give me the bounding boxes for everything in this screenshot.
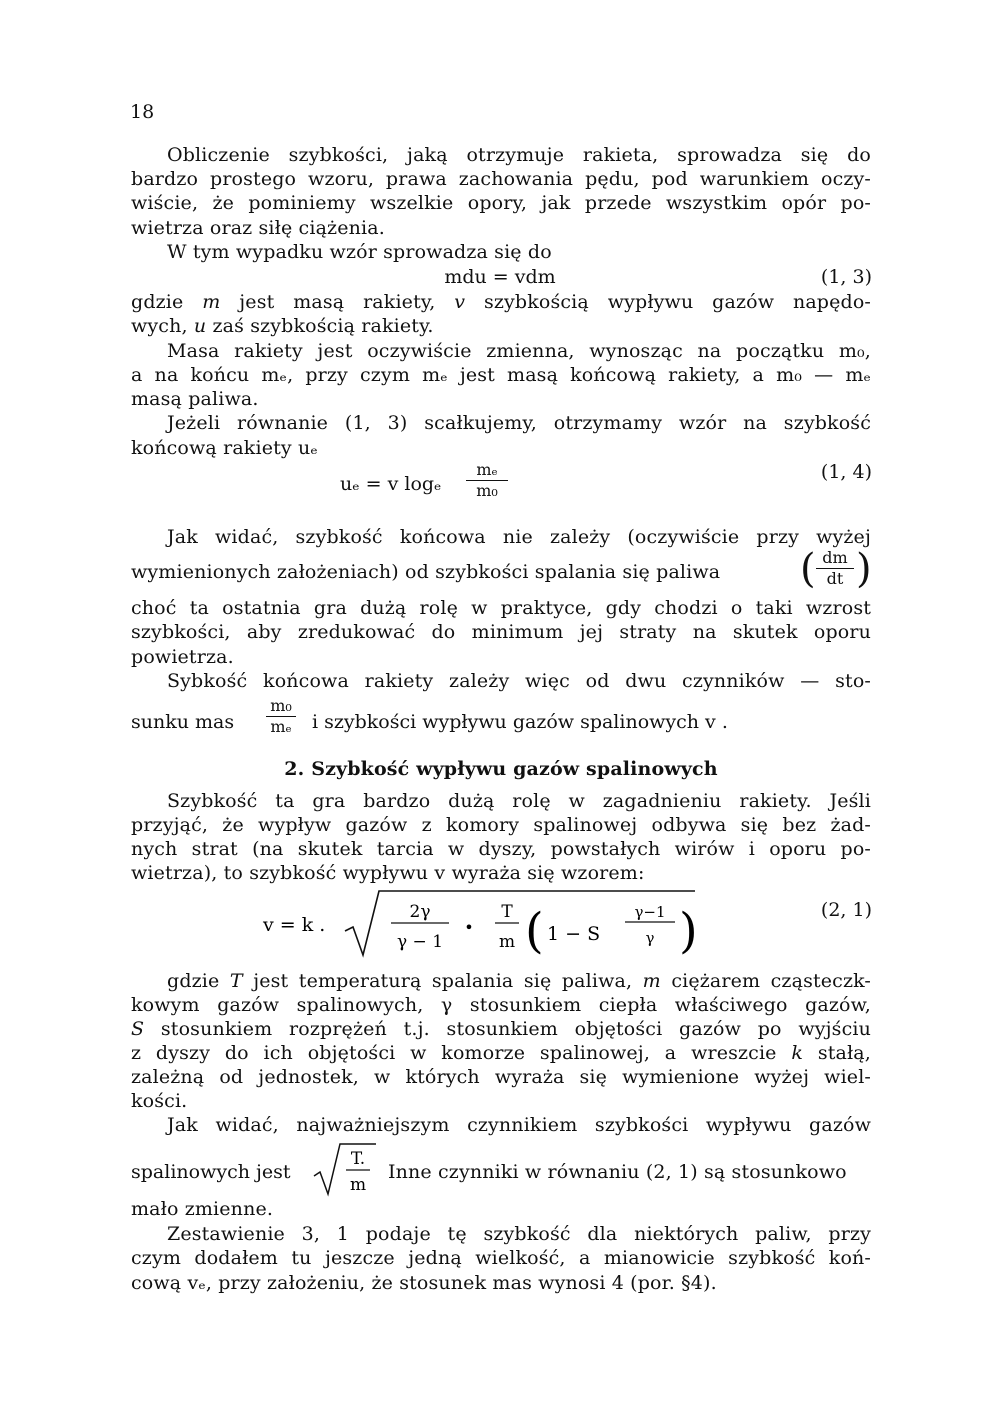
text-line: wietrza oraz siłę ciążenia. bbox=[131, 217, 385, 239]
fraction bbox=[816, 548, 854, 589]
text: gdzie bbox=[131, 291, 184, 313]
paren-expression: 1 − S bbox=[547, 923, 601, 945]
text-line: Inne czynniki w równaniu (2, 1) są stosunkowo bbox=[388, 1161, 847, 1183]
exponent-numerator: γ−1 bbox=[634, 903, 666, 921]
text-line: Szybkość ta gra bardzo dużą rolę w zagadnieniu rakiety. Jeśli bbox=[167, 790, 871, 812]
text-line bbox=[131, 1017, 871, 1042]
text-line: Obliczenie szybkości, jaką otrzymuje rakieta, sprowadza się do bbox=[167, 144, 871, 166]
text: stałą, bbox=[817, 1042, 871, 1064]
paragraph-2: W tym wypadku wzór sprowadza się do bbox=[167, 241, 552, 263]
equation-lhs: uₑ = v logₑ bbox=[340, 473, 442, 495]
text-line: końcową rakiety uₑ bbox=[131, 437, 318, 459]
fraction bbox=[466, 460, 508, 501]
numerator: m₀ bbox=[270, 696, 292, 715]
text-line bbox=[131, 290, 871, 315]
mass-ratio-fraction bbox=[266, 696, 296, 737]
text: jest masą rakiety, bbox=[239, 291, 436, 313]
text-line: kości. bbox=[131, 1090, 188, 1112]
text-line: Jak widać, szybkość końcowa nie zależy (oczywiście przy wyżej bbox=[167, 526, 871, 548]
equation-number: (1, 3) bbox=[820, 266, 872, 288]
text-line: mało zmienne. bbox=[131, 1198, 274, 1220]
text-line bbox=[167, 969, 871, 994]
text-line: Jeżeli równanie (1, 3) scałkujemy, otrzymamy wzór na szybkość bbox=[167, 412, 871, 434]
text-line: spalinowych jest bbox=[131, 1161, 291, 1183]
numerator: T. bbox=[350, 1149, 366, 1169]
text-line: masą paliwa. bbox=[131, 388, 259, 410]
denominator: mₑ bbox=[270, 717, 292, 736]
numerator: mₑ bbox=[476, 460, 498, 479]
text-line: czym dodałem tu jeszcze jedną wielkość, a mianowicie szybkość koń- bbox=[131, 1247, 871, 1269]
text-line: wiście, że pominiemy wszelkie opory, jak przede wszystkim opór po- bbox=[131, 192, 871, 214]
symbol-v: v bbox=[454, 291, 466, 313]
text: szybkością wypływu gazów napędo- bbox=[483, 291, 871, 313]
equation-formula: mdu = vdm bbox=[444, 266, 556, 288]
text-line: powietrza. bbox=[131, 646, 234, 668]
equation-number: (2, 1) bbox=[820, 899, 872, 921]
text-line: przyjąć, że wypływ gazów z komory spalinowej odbywa się bez żad- bbox=[131, 814, 871, 836]
symbol-u: u bbox=[193, 315, 207, 337]
section-heading: 2. Szybkość wypływu gazów spalinowych bbox=[284, 758, 718, 780]
text-line: sunku mas bbox=[131, 711, 235, 733]
dm-dt-fraction bbox=[800, 548, 872, 598]
text: ciężarem cząsteczk- bbox=[671, 970, 871, 992]
text-line: Jak widać, najważniejszym czynnikiem szybkości wypływu gazów bbox=[167, 1114, 871, 1136]
exponent-denominator: γ bbox=[645, 929, 655, 947]
text-line: bardzo prostego wzoru, prawa zachowania pędu, pod warunkiem oczy- bbox=[131, 168, 871, 190]
text-line: nych strat (na skutek tarcia w dyszy, powstałych wirów i oporu po- bbox=[131, 838, 871, 860]
text-line: i szybkości wypływu gazów spalinowych v . bbox=[312, 711, 728, 733]
text-line: wymienionych założeniach) od szybkości spalania się paliwa bbox=[131, 561, 721, 583]
numerator: 2γ bbox=[409, 902, 431, 922]
text-line: Zestawienie 3, 1 podaje tę szybkość dla niektórych paliw, przy bbox=[167, 1223, 871, 1245]
denominator: m₀ bbox=[476, 481, 498, 500]
text-line: szybkości, aby zredukować do minimum jej straty na skutek oporu bbox=[131, 621, 871, 643]
denominator: dt bbox=[826, 569, 844, 588]
sqrt-T-over-m bbox=[310, 1140, 380, 1200]
text: stosunkiem rozprężeń t.j. stosunkiem objętości gazów po wyjściu bbox=[160, 1018, 871, 1040]
text-line: choć ta ostatnia gra dużą rolę w praktyce, gdy chodzi o taki wzrost bbox=[131, 597, 871, 619]
multiply-dot: • bbox=[464, 918, 474, 937]
text-line bbox=[131, 314, 871, 339]
right-paren: ) bbox=[679, 903, 698, 959]
text-line: cową vₑ, przy założeniu, że stosunek mas wynosi 4 (por. §4). bbox=[131, 1272, 717, 1294]
denominator: m bbox=[349, 1175, 367, 1195]
text-line: Sybkość końcowa rakiety zależy więc od dwu czynników — sto- bbox=[167, 670, 871, 692]
equation-graphic bbox=[255, 885, 715, 965]
symbol-T: T bbox=[229, 970, 243, 992]
symbol-m: m bbox=[642, 970, 661, 992]
text: z dyszy do ich objętości w komorze spalinowej, a wreszcie bbox=[131, 1042, 777, 1064]
denominator: γ − 1 bbox=[396, 932, 444, 952]
numerator: dm bbox=[822, 548, 848, 567]
equation-number: (1, 4) bbox=[820, 461, 872, 483]
text: zaś szybkością rakiety. bbox=[212, 315, 434, 337]
left-paren: ( bbox=[800, 546, 816, 592]
numerator: T bbox=[501, 902, 513, 922]
text-line: kowym gazów spalinowych, γ stosunkiem ciepła właściwego gazów, bbox=[131, 994, 871, 1016]
symbol-k: k bbox=[791, 1042, 804, 1064]
equation-lhs: v = k . bbox=[263, 914, 326, 936]
text: jest temperaturą spalania się paliwa, bbox=[253, 970, 633, 992]
text-line: a na końcu mₑ, przy czym mₑ jest masą końcową rakiety, a m₀ — mₑ bbox=[131, 364, 871, 386]
left-paren: ( bbox=[525, 903, 544, 959]
page-number: 18 bbox=[130, 101, 155, 123]
text-line bbox=[131, 1041, 871, 1066]
text: wych, bbox=[131, 315, 188, 337]
text-line: Masa rakiety jest oczywiście zmienna, wynosząc na początku m₀, bbox=[167, 340, 871, 362]
right-paren: ) bbox=[856, 546, 872, 592]
text-line: zależną od jednostek, w których wyraża się wymienione wyżej wiel- bbox=[131, 1066, 871, 1088]
text-line: wietrza), to szybkość wypływu v wyraża się wzorem: bbox=[131, 862, 645, 884]
text: gdzie bbox=[167, 970, 220, 992]
symbol-m: m bbox=[202, 291, 221, 313]
sqrt-sign bbox=[314, 1144, 376, 1194]
denominator: m bbox=[498, 932, 516, 952]
symbol-S: S bbox=[131, 1018, 145, 1040]
